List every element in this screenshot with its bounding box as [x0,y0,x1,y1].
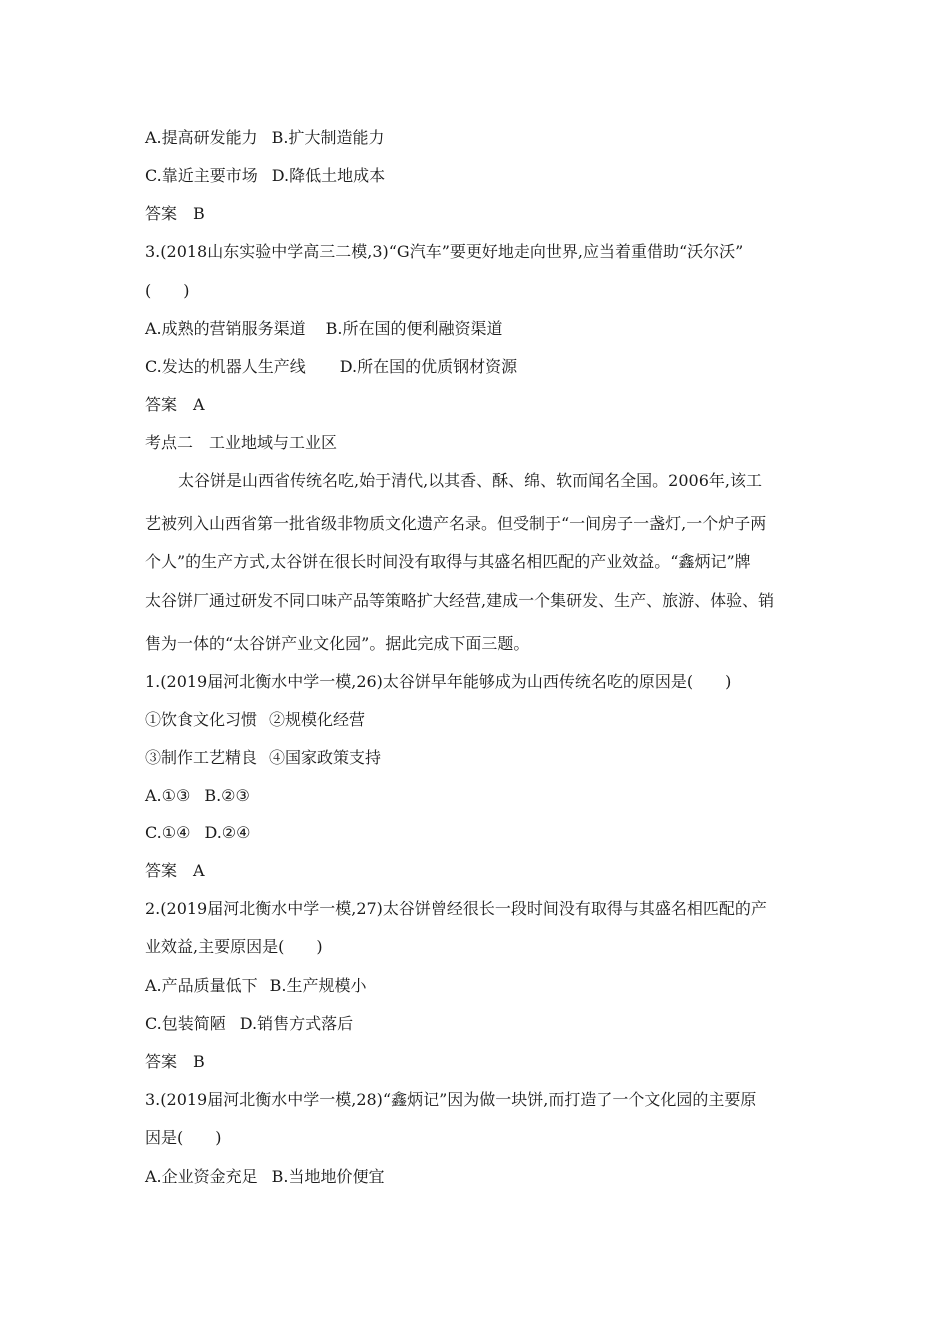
item-1: ①饮食文化习惯 [145,710,258,729]
answer-line: 答案 B [145,1052,205,1071]
option-c: C.发达的机器人生产线 [145,357,306,376]
question-stem: 3.(2018山东实验中学高三二模,3)“G汽车”要更好地走向世界,应当着重借助“沃尔沃” [145,242,744,261]
question-stem-continued: ( ) [145,281,190,300]
option-line [145,1014,353,1034]
option-a: A.成熟的营销服务渠道 [145,319,306,338]
option-a: A.提高研发能力 [145,128,258,147]
item-line [145,710,365,730]
item-3: ③制作工艺精良 [145,748,258,767]
passage-line: 售为一体的“太谷饼产业文化园”。据此完成下面三题。 [145,634,530,653]
question-stem-continued: 业效益,主要原因是( ) [145,937,323,956]
passage-line: 个人”的生产方式,太谷饼在很长时间没有取得与其盛名相匹配的产业效益。“鑫炳记”牌 [145,552,751,571]
option-line [145,319,503,339]
option-b: B.所在国的便利融资渠道 [325,319,503,338]
question-stem: 3.(2019届河北衡水中学一模,28)“鑫炳记”因为做一块饼,而打造了一个文化园的主要原 [145,1090,757,1109]
option-b: B.②③ [204,786,250,805]
option-d: D.②④ [204,823,251,842]
option-c: C.①④ [145,823,191,842]
option-line [145,786,250,806]
passage-line: 艺被列入山西省第一批省级非物质文化遗产名录。但受制于“一间房子一盏灯,一个炉子两 [145,514,767,533]
item-2: ②规模化经营 [269,710,366,729]
answer-line: 答案 B [145,204,205,223]
option-b: B.扩大制造能力 [271,128,385,147]
option-line [145,1167,385,1187]
option-line [145,128,385,148]
passage-line: 太谷饼厂通过研发不同口味产品等策略扩大经营,建成一个集研发、生产、旅游、体验、销 [145,591,775,610]
option-line [145,166,385,186]
option-d: D.所在国的优质钢材资源 [339,357,518,376]
question-stem: 1.(2019届河北衡水中学一模,26)太谷饼早年能够成为山西传统名吃的原因是( ) [145,672,732,691]
section-heading: 考点二 工业地域与工业区 [145,433,338,452]
option-a: A.企业资金充足 [145,1167,258,1186]
option-b: B.生产规模小 [269,976,367,995]
option-d: D.销售方式落后 [239,1014,354,1033]
option-d: D.降低土地成本 [271,166,386,185]
option-line [145,357,517,377]
question-stem-continued: 因是( ) [145,1128,222,1147]
answer-line: 答案 A [145,395,205,414]
item-line [145,748,381,768]
passage-line: 太谷饼是山西省传统名吃,始于清代,以其香、酥、绵、软而闻名全国。2006年,该工 [178,471,762,490]
option-line [145,823,250,843]
option-b: B.当地地价便宜 [271,1167,385,1186]
option-a: A.产品质量低下 [145,976,258,995]
item-4: ④国家政策支持 [269,748,382,767]
answer-line: 答案 A [145,861,205,880]
option-line [145,976,367,996]
option-c: C.包装简陋 [145,1014,226,1033]
option-a: A.①③ [145,786,191,805]
option-c: C.靠近主要市场 [145,166,258,185]
question-stem: 2.(2019届河北衡水中学一模,27)太谷饼曾经很长一段时间没有取得与其盛名相匹配的产 [145,899,767,918]
